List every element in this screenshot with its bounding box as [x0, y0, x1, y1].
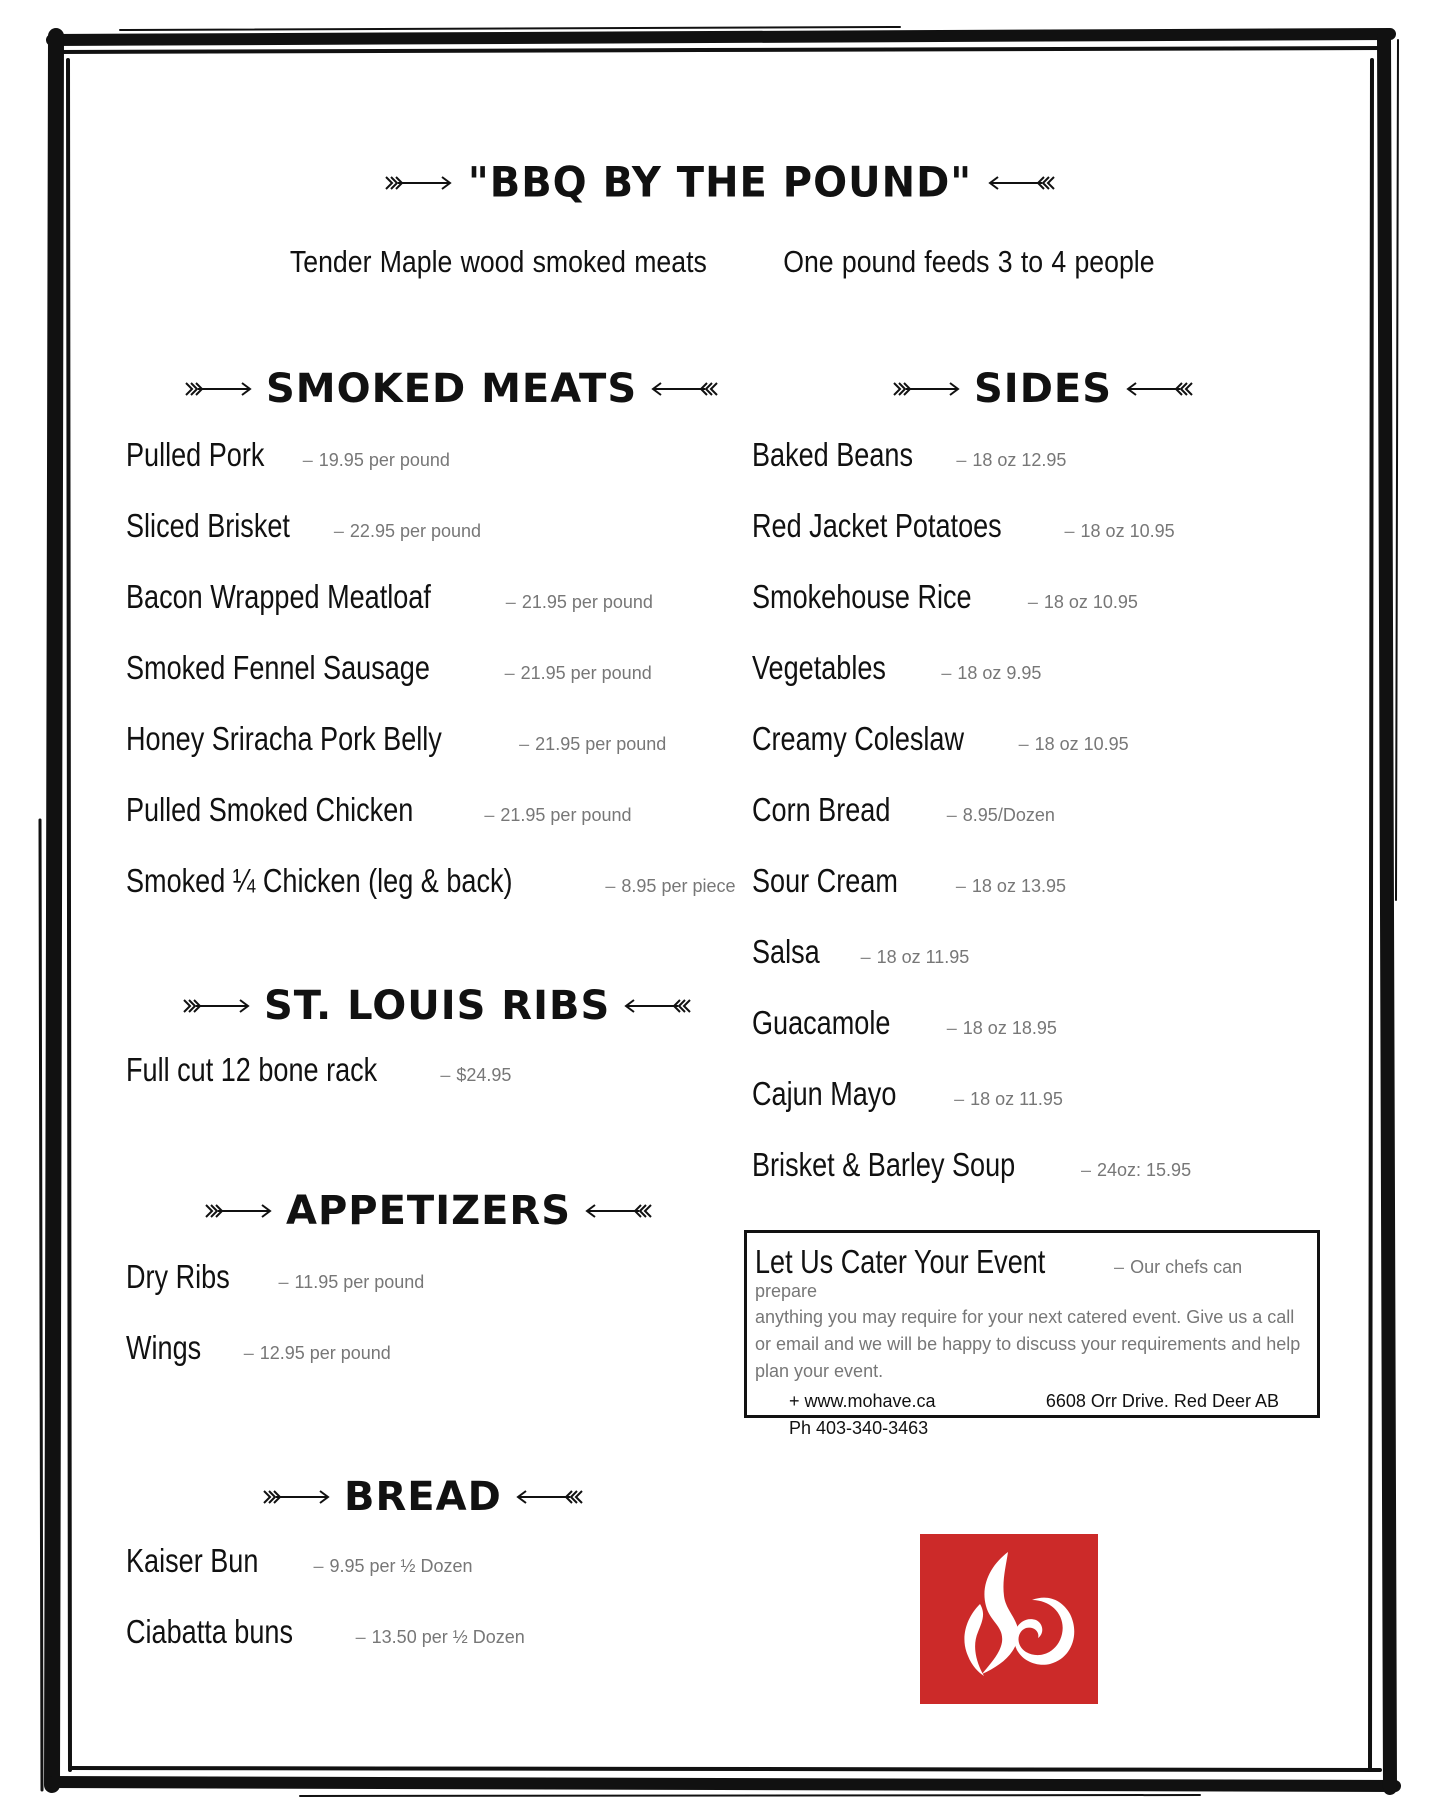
item-price: $24.95	[456, 1065, 512, 1085]
item-price: 18 oz 11.95	[970, 1089, 1063, 1109]
item-name: Vegetables	[752, 649, 886, 686]
menu-item: Sliced Brisket – 22.95 per pound	[126, 507, 482, 544]
item-name: Baked Beans	[752, 436, 913, 473]
section-title: ST. LOUIS RIBS	[264, 983, 611, 1029]
item-price: 9.95 per ½ Dozen	[329, 1556, 473, 1576]
item-name: Sour Cream	[752, 862, 898, 899]
section-ribs-heading	[182, 977, 726, 1035]
menu-item: Creamy Coleslaw – 18 oz 10.95	[752, 720, 1129, 757]
catering-body: anything you may require for your next catered event. Give us a call or email and we will be happy to discuss your requirements and help plan your event.	[755, 1307, 1301, 1381]
tagline	[0, 244, 1440, 280]
catering-box: Let Us Cater Your Event – Our chefs can prepare anything you may require for your next catered event. Give us a call or email and we will be happy to discuss your requirements and help plan your event. + www.mohave.ca 6608 Orr Drive. Red Deer AB Ph 403-340-3463	[744, 1230, 1320, 1418]
menu-item: Dry Ribs – 11.95 per pound	[126, 1258, 425, 1295]
menu-item: Salsa – 18 oz 11.95	[752, 933, 970, 970]
section-smoked-meats-heading	[184, 360, 726, 418]
section-title: SMOKED MEATS	[266, 366, 638, 412]
item-name: Full cut 12 bone rack	[126, 1051, 378, 1088]
tagline-right: One pound feeds 3 to 4 people	[782, 244, 1155, 279]
section-title: BREAD	[344, 1474, 502, 1520]
arrow-right-icon	[892, 380, 962, 398]
item-price: 13.50 per ½ Dozen	[371, 1627, 525, 1647]
item-price: 11.95 per pound	[294, 1272, 425, 1292]
arrow-left-icon	[514, 1488, 584, 1506]
section-bread-heading	[262, 1468, 726, 1526]
arrow-left-icon	[986, 174, 1056, 192]
catering-title: Let Us Cater Your Event	[755, 1243, 1046, 1280]
address: 6608 Orr Drive. Red Deer AB	[1045, 1391, 1279, 1411]
menu-item: Cajun Mayo – 18 oz 11.95	[752, 1075, 1063, 1112]
menu-item: Red Jacket Potatoes – 18 oz 10.95	[752, 507, 1175, 544]
item-price: 21.95 per pound	[500, 805, 632, 825]
arrow-left-icon	[622, 997, 692, 1015]
item-name: Sliced Brisket	[126, 507, 290, 544]
item-name: Smoked Fennel Sausage	[126, 649, 430, 686]
item-price: 19.95 per pound	[318, 450, 450, 470]
item-name: Kaiser Bun	[126, 1542, 259, 1579]
menu-item: Sour Cream – 18 oz 13.95	[752, 862, 1066, 899]
menu-item: Smokehouse Rice – 18 oz 10.95	[752, 578, 1138, 615]
item-price: 21.95 per pound	[521, 592, 653, 612]
item-name: Red Jacket Potatoes	[752, 507, 1002, 544]
left-column	[126, 360, 736, 1684]
menu-item: Ciabatta buns – 13.50 per ½ Dozen	[126, 1613, 525, 1650]
tagline-left: Tender Maple wood smoked meats	[289, 244, 707, 279]
item-price: 21.95 per pound	[520, 663, 652, 683]
item-price: 8.95 per piece	[621, 876, 736, 896]
item-name: Corn Bread	[752, 791, 891, 828]
menu-item: Honey Sriracha Pork Belly – 21.95 per pound	[126, 720, 667, 757]
menu-item: Vegetables – 18 oz 9.95	[752, 649, 1042, 686]
item-name: Guacamole	[752, 1004, 891, 1041]
menu-item: Guacamole – 18 oz 18.95	[752, 1004, 1057, 1041]
menu-item: Pulled Pork – 19.95 per pound	[126, 436, 450, 473]
arrow-right-icon	[204, 1202, 274, 1220]
item-name: Creamy Coleslaw	[752, 720, 965, 757]
item-price: 22.95 per pound	[349, 521, 482, 541]
menu-item: Corn Bread – 8.95/Dozen	[752, 791, 1055, 828]
arrow-left-icon	[1124, 380, 1194, 398]
item-name: Brisket & Barley Soup	[752, 1146, 1016, 1183]
section-appetizers-heading	[204, 1182, 726, 1240]
item-price: 24oz: 15.95	[1097, 1160, 1192, 1180]
arrow-right-icon	[384, 174, 454, 192]
arrow-left-icon	[649, 380, 719, 398]
item-name: Smokehouse Rice	[752, 578, 972, 615]
catering-contact	[755, 1391, 1305, 1412]
item-price: 18 oz 10.95	[1080, 521, 1175, 541]
item-name: Wings	[126, 1329, 202, 1366]
menu-title-text: "BBQ BY THE POUND"	[467, 158, 973, 208]
catering-intro: Our chefs can prepare	[755, 1257, 1243, 1301]
item-name: Pulled Pork	[126, 436, 265, 473]
menu-item: Smoked Fennel Sausage – 21.95 per pound	[126, 649, 652, 686]
menu-title	[0, 160, 1440, 206]
item-price: 18 oz 9.95	[957, 663, 1042, 683]
item-name: Cajun Mayo	[752, 1075, 897, 1112]
item-name: Ciabatta buns	[126, 1613, 293, 1650]
arrow-right-icon	[184, 380, 254, 398]
item-price: 18 oz 10.95	[1043, 592, 1138, 612]
arrow-right-icon	[182, 997, 252, 1015]
menu-item: Smoked ¼ Chicken (leg & back) – 8.95 per piece	[126, 862, 736, 899]
right-column	[752, 360, 1352, 1217]
item-name: Honey Sriracha Pork Belly	[126, 720, 442, 757]
menu-item: Kaiser Bun – 9.95 per ½ Dozen	[126, 1542, 473, 1579]
logo	[920, 1534, 1098, 1704]
item-name: Pulled Smoked Chicken	[126, 791, 414, 828]
phone-number: Ph 403-340-3463	[789, 1418, 929, 1438]
item-price: 18 oz 11.95	[876, 947, 970, 967]
item-price: 8.95/Dozen	[962, 805, 1055, 825]
item-price: 12.95 per pound	[259, 1343, 391, 1363]
item-price: 18 oz 10.95	[1034, 734, 1129, 754]
item-name: Bacon Wrapped Meatloaf	[126, 578, 431, 615]
item-price: 18 oz 13.95	[971, 876, 1066, 896]
menu-item: Wings – 12.95 per pound	[126, 1329, 391, 1366]
menu-item: Bacon Wrapped Meatloaf – 21.95 per pound	[126, 578, 653, 615]
item-name: Salsa	[752, 933, 820, 970]
item-price: 21.95 per pound	[535, 734, 667, 754]
menu-item: Pulled Smoked Chicken – 21.95 per pound	[126, 791, 632, 828]
arrow-right-icon	[262, 1488, 332, 1506]
menu-item: Full cut 12 bone rack – $24.95	[126, 1051, 512, 1088]
item-name: Smoked ¼ Chicken (leg & back)	[126, 862, 513, 899]
flame-swirl-icon	[920, 1534, 1098, 1704]
item-price: 18 oz 12.95	[972, 450, 1067, 470]
item-price: 18 oz 18.95	[962, 1018, 1057, 1038]
menu-item: Brisket & Barley Soup – 24oz: 15.95	[752, 1146, 1192, 1183]
menu-item: Baked Beans – 18 oz 12.95	[752, 436, 1067, 473]
section-title: APPETIZERS	[286, 1188, 572, 1234]
arrow-left-icon	[583, 1202, 653, 1220]
section-title: SIDES	[974, 366, 1113, 412]
website-link[interactable]: + www.mohave.ca	[789, 1391, 936, 1411]
item-name: Dry Ribs	[126, 1258, 230, 1295]
section-sides-heading	[892, 360, 1352, 418]
